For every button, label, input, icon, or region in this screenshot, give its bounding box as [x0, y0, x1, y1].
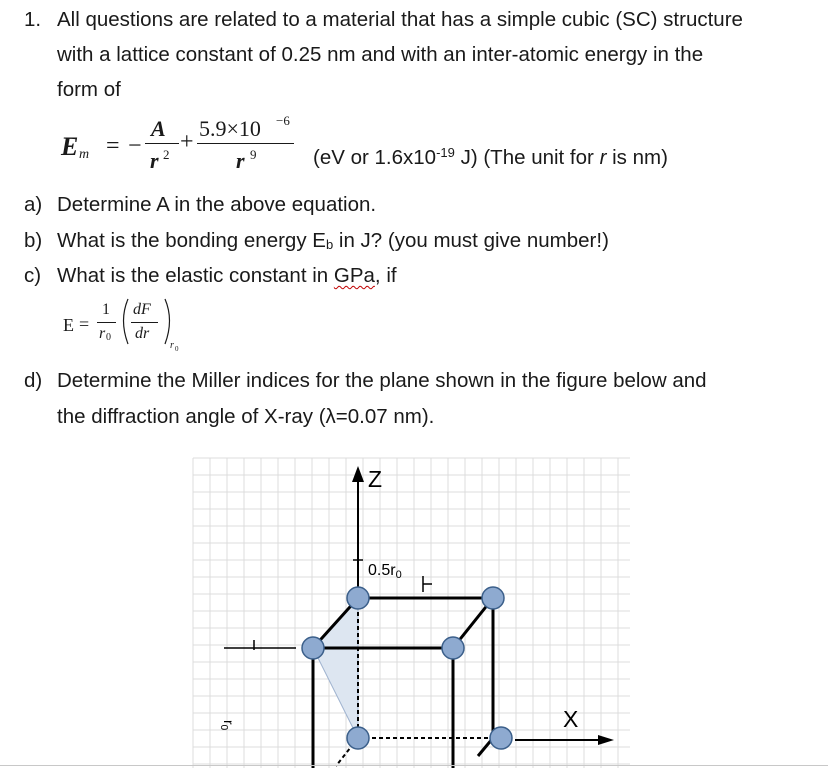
atom-bottom-back-left: [347, 727, 369, 749]
atom-top-back-left: [347, 587, 369, 609]
z-axis-label: Z: [368, 466, 383, 492]
atom-top-back-right: [482, 587, 504, 609]
eq-elastic-lhs: E: [63, 315, 74, 335]
eq-energy-denominator-r9: r: [236, 148, 245, 173]
eq-elastic-den-sub: 0: [106, 332, 111, 343]
atom-bottom-back-right: [490, 727, 512, 749]
part-b-label: b): [24, 229, 43, 252]
eq-energy-exp-9: 9: [250, 147, 257, 162]
eq-energy-numerator-a: A: [151, 116, 166, 141]
eq-energy-units: (eV or $1.6x10^{-19}$ J) (The unit for r is nm): [313, 145, 668, 169]
question-line-1: All questions are related to a material that has a simple cubic (SC) structure: [57, 8, 743, 31]
page-bottom-rule: [0, 765, 828, 766]
question-number: 1.: [24, 8, 42, 31]
atom-top-front-right: [442, 637, 464, 659]
part-d-label: d): [24, 369, 43, 392]
eq-energy-lhs: E: [61, 132, 79, 161]
question-line-2: with a lattice constant of 0.25 nm and with an inter-atomic energy in the: [57, 43, 704, 66]
eq-energy-equals: =: [106, 133, 120, 159]
offset-label: 0.5r0: [368, 562, 402, 581]
question-line-3: form of: [57, 78, 121, 101]
eq-elastic-num: 1: [102, 301, 110, 318]
part-b-text: What is the bonding energy $E_b$ in J? (you must give number!): [57, 229, 609, 252]
eq-elastic-den: r: [99, 325, 106, 342]
eq-elastic-eval: r: [170, 340, 174, 351]
eq-energy-exp-2: 2: [163, 147, 170, 162]
eq-elastic-equals: =: [79, 314, 90, 334]
x-axis-arrowhead: [598, 735, 614, 745]
part-a-text: Determine A in the above equation.: [57, 193, 377, 216]
spellcheck-word-gpa: GPa: [333, 264, 375, 287]
eq-elastic-df: dF: [133, 301, 151, 318]
part-a-label: a): [24, 193, 43, 216]
x-axis-label: X: [563, 706, 579, 732]
eq-energy-denominator-r: r: [150, 148, 159, 173]
eq-energy-numerator-2-exp: −6: [276, 113, 290, 128]
side-label: $r_0$: [218, 720, 237, 731]
z-axis-arrowhead: [352, 466, 364, 482]
part-d-line-2: the diffraction angle of X-ray (λ=0.07 nm).: [57, 405, 435, 428]
shaded-plane: [313, 598, 358, 738]
eq-elastic-eval-sub: 0: [175, 345, 179, 353]
atom-top-front-left: [302, 637, 324, 659]
eq-energy-minus: −: [128, 133, 142, 159]
part-c-text: What is the elastic constant in GPa, if: [57, 264, 397, 287]
eq-elastic-dr: dr: [135, 325, 150, 342]
part-c-label: c): [24, 264, 42, 287]
part-d-line-1: Determine the Miller indices for the plane shown in the figure below and: [57, 369, 707, 392]
eq-energy-numerator-2: 5.9×10: [199, 116, 261, 141]
eq-energy-lhs-sub: m: [79, 147, 90, 162]
eq-energy-plus: +: [180, 129, 194, 155]
